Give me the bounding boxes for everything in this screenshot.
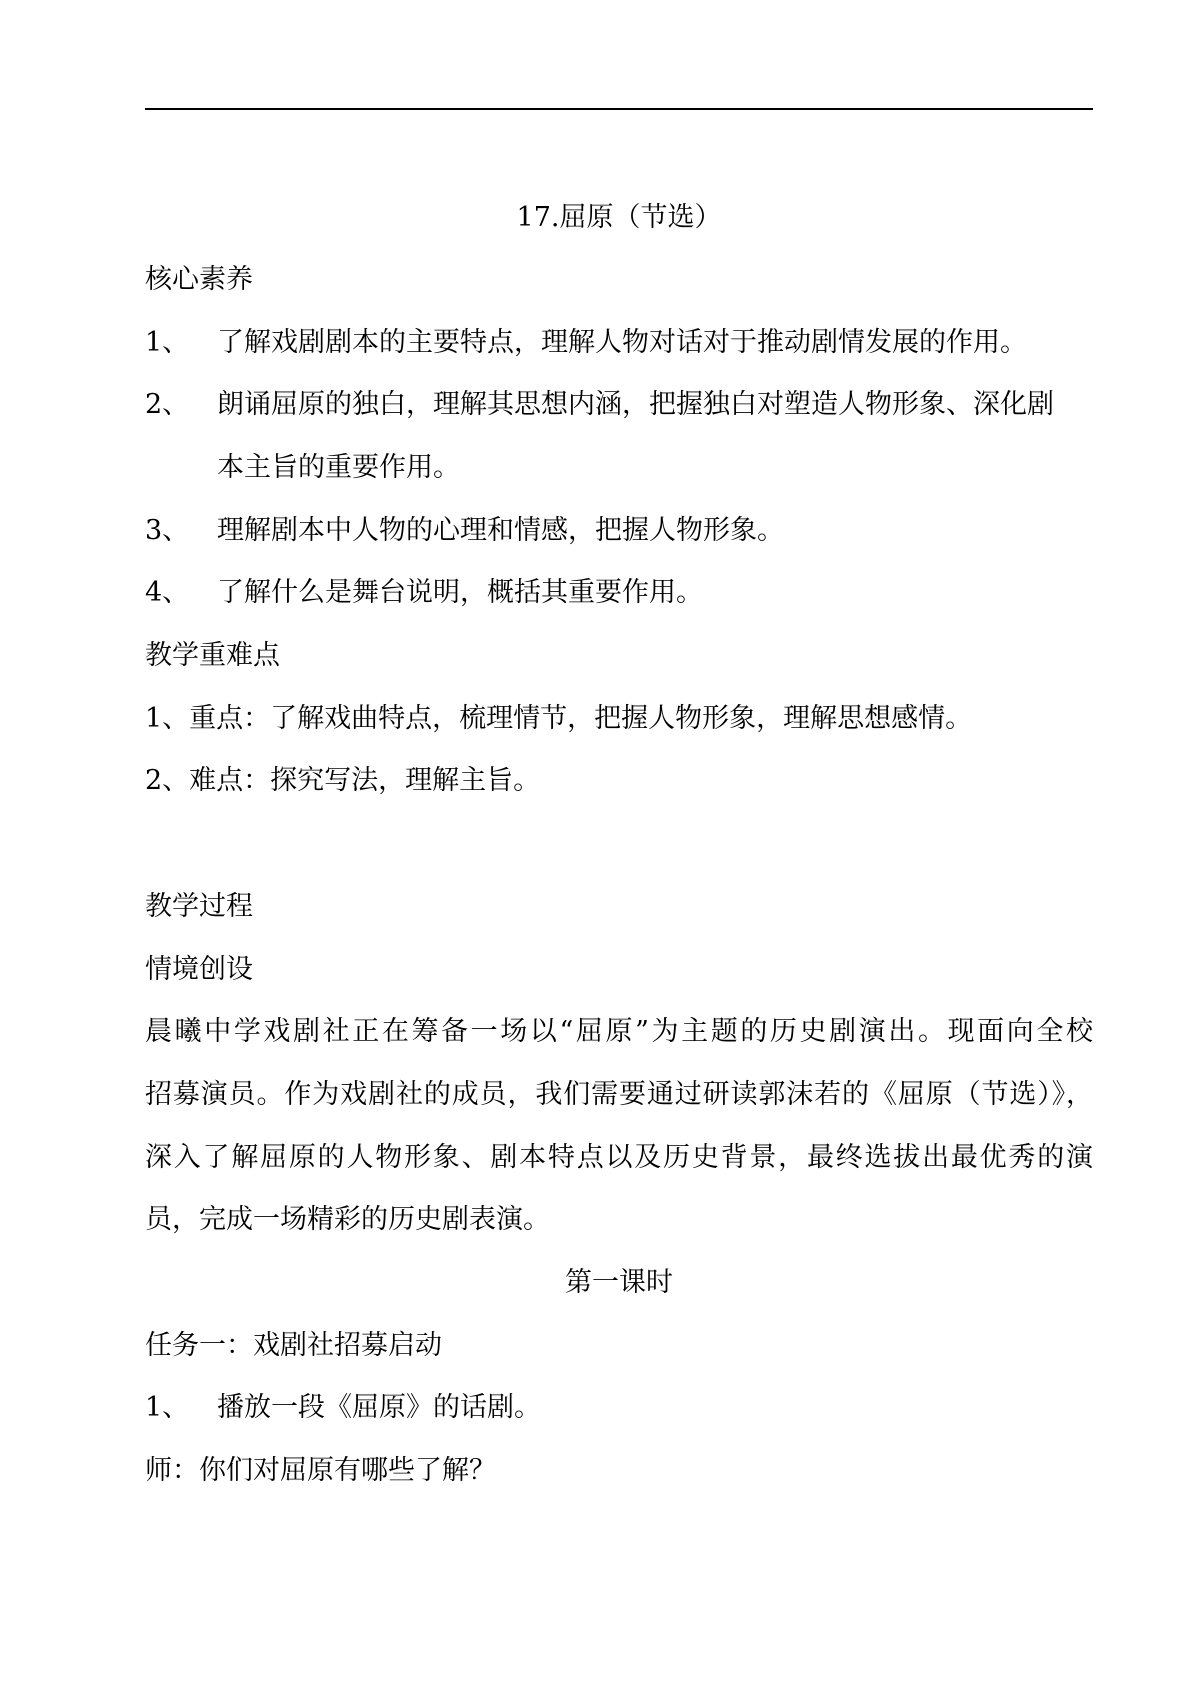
core-item-3-num: 3、 xyxy=(145,515,190,546)
core-item-4-num: 4、 xyxy=(145,577,190,608)
core-item-1-text: 了解戏剧剧本的主要特点，理解人物对话对于推动剧情发展的作用。 xyxy=(217,327,1027,358)
task-step-1-num: 1、 xyxy=(145,1392,190,1423)
difficulty-item-1: 1、重点：了解戏曲特点，梳理情节，把握人物形象，理解思想感情。 xyxy=(145,703,973,734)
situation-paragraph-line-3: 深入了解屈原的人物形象、剧本特点以及历史背景，最终选拔出最优秀的演 xyxy=(145,1142,1093,1173)
process-heading: 教学过程 xyxy=(145,891,253,922)
core-item-2-text: 朗诵屈原的独白，理解其思想内涵，把握独白对塑造人物形象、深化剧 xyxy=(217,389,1054,420)
header-rule xyxy=(145,108,1093,110)
core-heading: 核心素养 xyxy=(145,264,253,295)
core-item-3-text: 理解剧本中人物的心理和情感，把握人物形象。 xyxy=(217,515,784,546)
core-item-1-num: 1、 xyxy=(145,327,190,358)
core-item-2-num: 2、 xyxy=(145,389,190,420)
situation-paragraph-line-4: 员，完成一场精彩的历史剧表演。 xyxy=(145,1204,550,1235)
teacher-question: 师：你们对屈原有哪些了解？ xyxy=(145,1455,496,1486)
situation-heading: 情境创设 xyxy=(145,954,253,985)
core-item-4 xyxy=(145,575,703,611)
lesson-title: 第一课时 xyxy=(565,1267,673,1298)
core-item-3 xyxy=(145,513,784,549)
page-title: 17.屈原（节选） xyxy=(516,202,722,233)
situation-paragraph-line-1: 晨曦中学戏剧社正在筹备一场以“屈原”为主题的历史剧演出。现面向全校 xyxy=(145,1016,1093,1047)
task-step-1 xyxy=(145,1390,541,1426)
difficulty-heading: 教学重难点 xyxy=(145,640,280,671)
task-step-1-text: 播放一段《屈原》的话剧。 xyxy=(217,1392,541,1423)
difficulty-item-2: 2、难点：探究写法，理解主旨。 xyxy=(145,765,541,796)
core-item-2 xyxy=(145,387,1054,423)
core-item-2-continuation: 本主旨的重要作用。 xyxy=(217,452,460,483)
task-heading: 任务一：戏剧社招募启动 xyxy=(145,1330,442,1361)
core-item-4-text: 了解什么是舞台说明，概括其重要作用。 xyxy=(217,577,703,608)
situation-paragraph-line-2: 招募演员。作为戏剧社的成员，我们需要通过研读郭沫若的《屈原（节选）》， xyxy=(145,1079,1093,1110)
core-item-1 xyxy=(145,325,1027,361)
